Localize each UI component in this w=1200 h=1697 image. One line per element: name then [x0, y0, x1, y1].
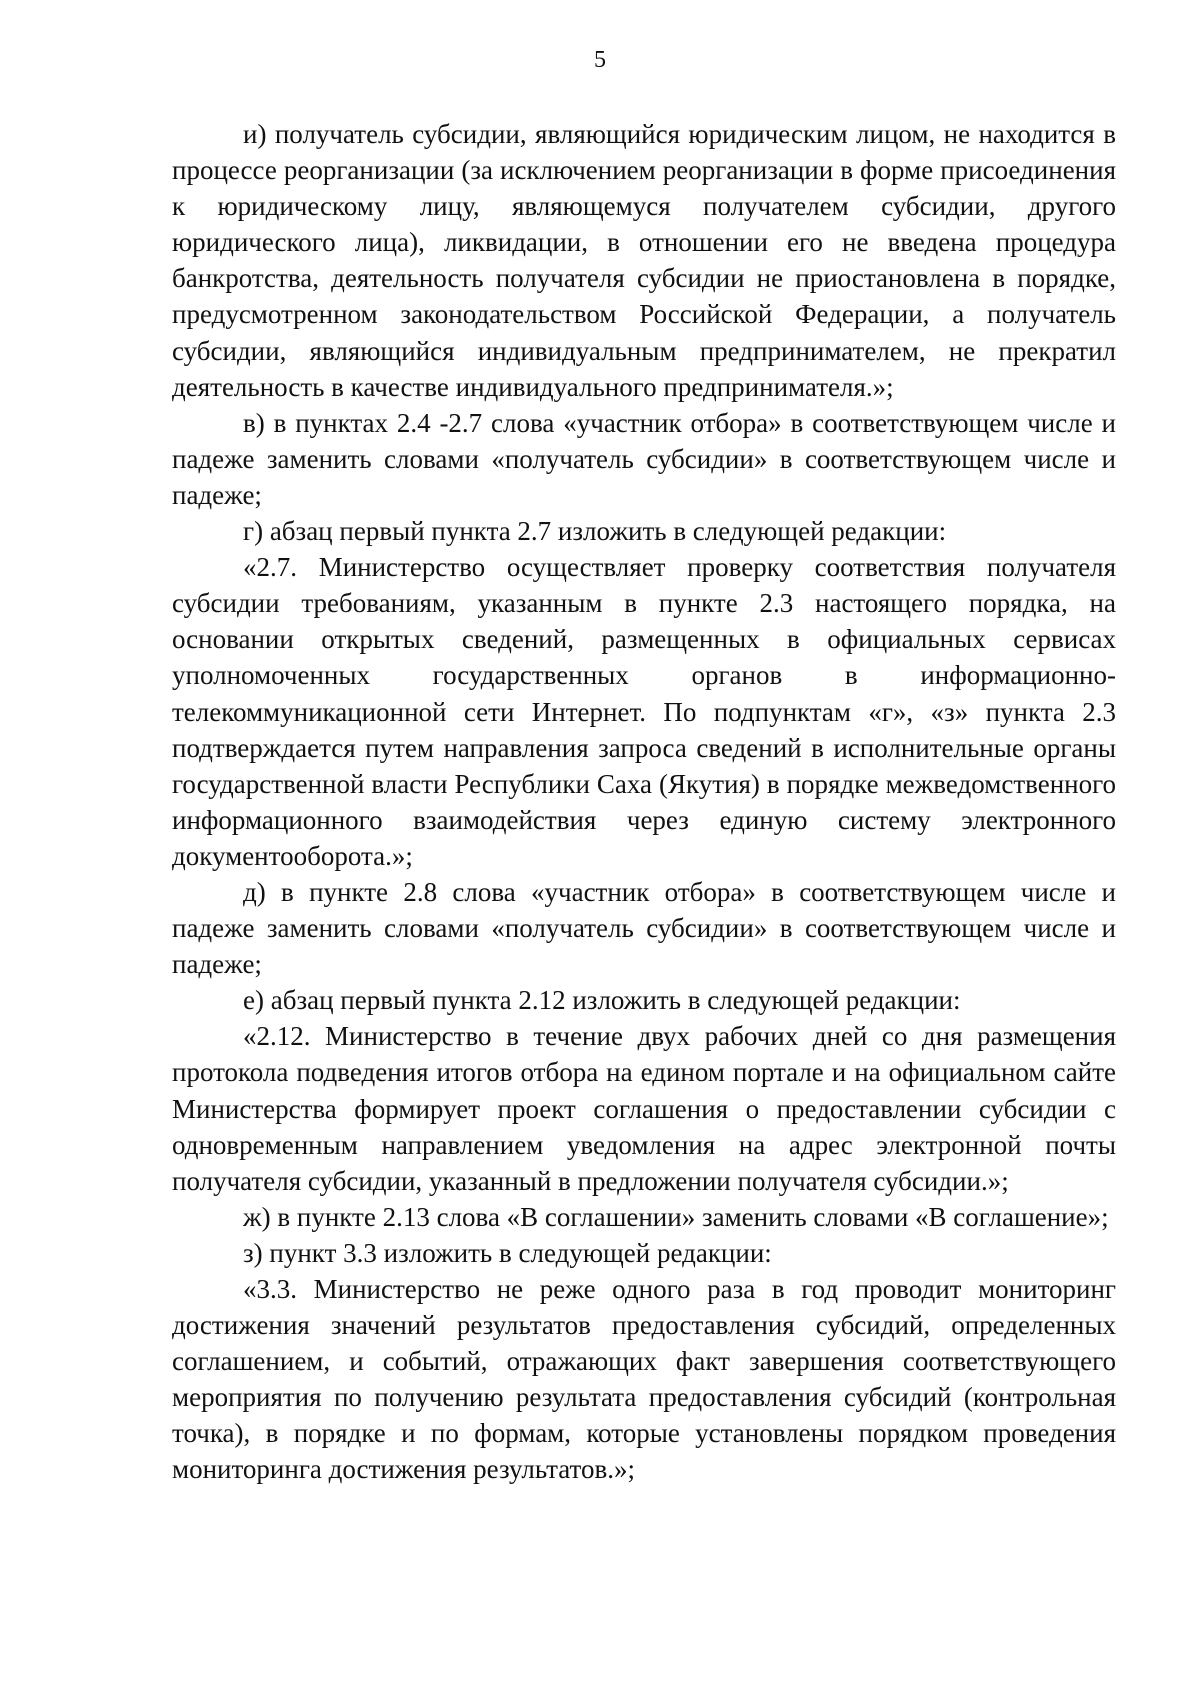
paragraph-zh: ж) в пункте 2.13 слова «В соглашении» заменить словами «В соглашение»; [243, 1201, 1109, 1232]
paragraph-v: в) в пунктах 2.4 -2.7 слова «участник отбора» в соответствующем числе и падеже заменить словами «получатель субсидии» в соответствующем числе и падеже; [172, 407, 1116, 510]
document-body [172, 116, 1116, 1488]
page-number: 5 [594, 47, 606, 73]
paragraph-2-7-quote: «2.7. Министерство осуществляет проверку соответствия получателя субсидии требованиям, указанным в пункте 2.3 настоящего порядка, на основании открытых сведений, размещенных в официальных сервисах уполномоченных государственных органов в информационно-телекоммуникационной сети Интернет. По подпунктам «г», «з» пункта 2.3 подтверждается путем направления запроса сведений в исполнительные органы государственной власти Республики Саха (Якутия) в порядке межведомственного информационного взаимодействия через единую систему электронного документооборота.»; [172, 552, 1116, 871]
paragraph-i: и) получатель субсидии, являющийся юридическим лицом, не находится в процессе реорганизации (за исключением реорганизации в форме присоединения к юридическому лицу, являющемуся получателем субсидии, другого юридического лица), ликвидации, в отношении его не введена процедура банкротства, деятельность получателя субсидии не приостановлена в порядке, предусмотренном законодательством Российской Федерации, а получатель субсидии, являющийся индивидуальным предпринимателем, не прекратил деятельность в качестве индивидуального предпринимателя.»; [172, 119, 1116, 402]
paragraph-z: з) пункт 3.3 изложить в следующей редакции: [243, 1237, 772, 1268]
paragraph-3-3-quote: «3.3. Министерство не реже одного раза в год проводит мониторинг достижения значений результатов предоставления субсидий, определенных соглашением, и событий, отражающих факт завершения соответствующего мероприятия по получению результата предоставления субсидий (контрольная точка), в порядке и по формам, которые установлены порядком проведения мониторинга достижения результатов.»; [172, 1274, 1116, 1485]
paragraph-g: г) абзац первый пункта 2.7 изложить в следующей редакции: [243, 516, 947, 547]
paragraph-2-12-quote: «2.12. Министерство в течение двух рабочих дней со дня размещения протокола подведения итогов отбора на едином портале и на официальном сайте Министерства формирует проект соглашения о предоставлении субсидии с одновременным направлением уведомления на адрес электронной почты получателя субсидии, указанный в предложении получателя субсидии.»; [172, 1021, 1116, 1196]
paragraph-d: д) в пункте 2.8 слова «участник отбора» в соответствующем числе и падеже заменить словами «получатель субсидии» в соответствующем числе и падеже; [172, 876, 1116, 980]
paragraph-e: е) абзац первый пункта 2.12 изложить в следующей редакции: [243, 985, 961, 1016]
